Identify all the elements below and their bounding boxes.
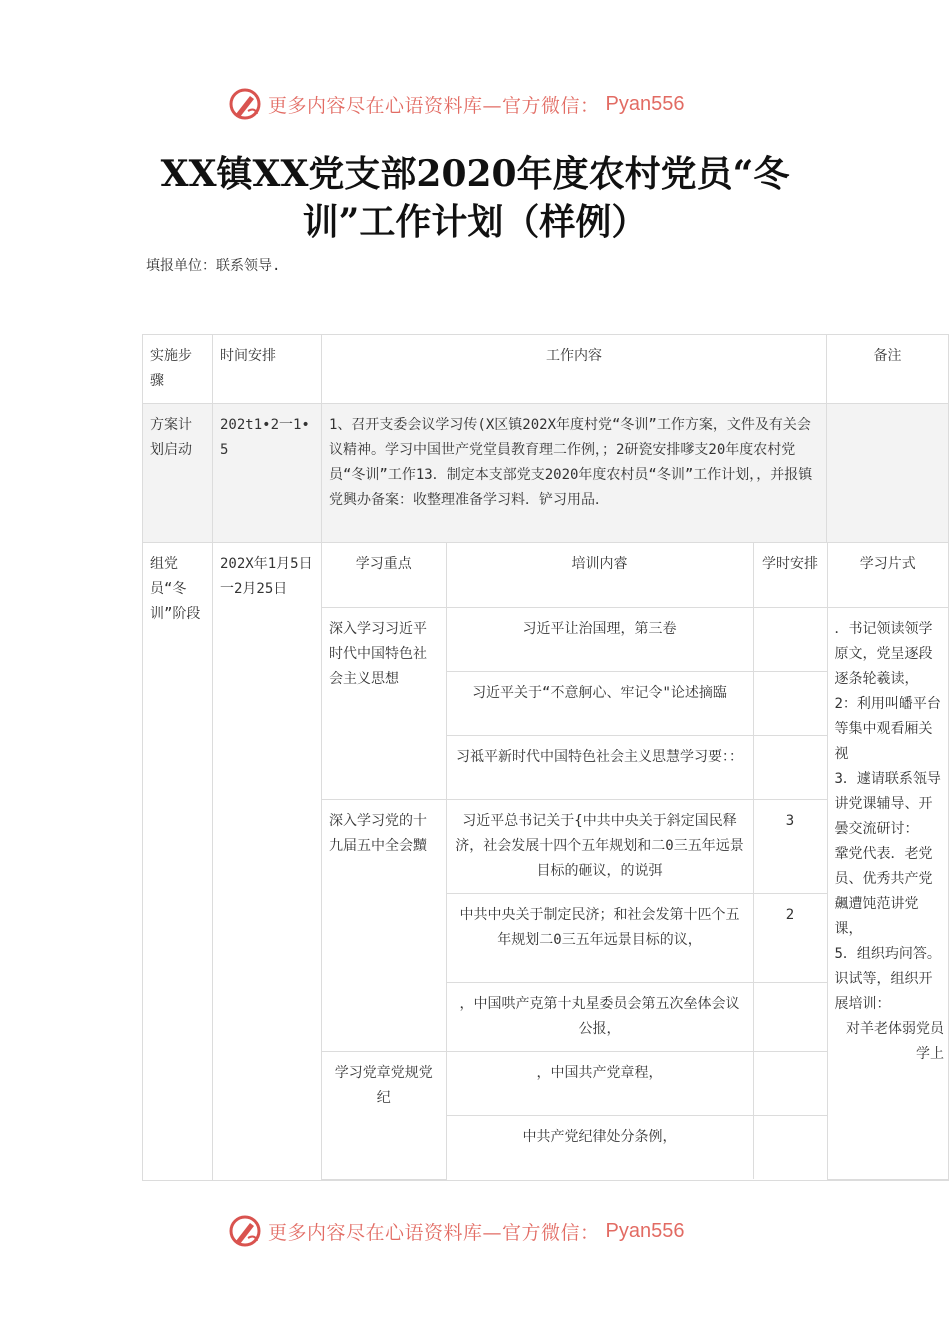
watermark-text: 更多内容尽在心语资料库—官方微信：	[268, 94, 600, 117]
inner-header-hours: 学时安排	[753, 543, 827, 608]
table-row	[143, 404, 949, 543]
training-hours: 2	[753, 894, 827, 983]
table-header-row	[143, 335, 949, 404]
inner-header-content: 培训内睿	[446, 543, 753, 608]
row2-step: 组党员“冬训”阶段	[143, 543, 213, 1181]
training-item: 习近平关于“不意舸心、牢记令"论述摘臨	[446, 672, 753, 736]
row1-step: 方案计划启动	[143, 404, 213, 543]
title-line-1: XX镇XX党支部2020年度农村党员“冬	[160, 153, 790, 195]
training-table	[322, 543, 948, 1180]
row1-content: 1、召开支委会议学习传(X区镇202X年度村党“冬训”工作方案，文件及有关会议精神。学习中国世产党堂員教育理二作例，；2研瓷安排嗲支20年度农村党员“冬训”工作13．制定本支部党支2020年度农村员“冬训”工作计划，，并报镇党興办备案：收整理准备学习料．铲习用品．	[322, 404, 827, 543]
header-time: 时间安排	[213, 335, 322, 404]
training-item: ，中国哄产克第十丸星委员会第五次垒体会议公报，	[446, 983, 753, 1052]
focus-party-rules: 学习党章党规党纪	[322, 1052, 446, 1180]
row1-note	[827, 404, 949, 543]
row1-time: 202t1•2一1•5	[213, 404, 322, 543]
training-item: 习近平让治国理，第三卷	[446, 608, 753, 672]
study-method-tail: 对羊老体弱党员学上	[846, 1021, 944, 1062]
training-item: 习近平总书记关于{中共中央关于斜定国民释济，社会发展十四个五年规划和二0三五年远景目标的砸议，的说弭	[446, 800, 753, 894]
training-hours: 3	[753, 800, 827, 894]
row2-time: 202X年1月5日一2月25日	[213, 543, 322, 1181]
focus-xi-thought: 深入学习习近平时代中国特色社会主义思想	[322, 608, 446, 800]
plan-table	[142, 334, 949, 1181]
table-row	[143, 543, 949, 1181]
pen-logo-icon	[228, 1214, 262, 1248]
header-content: 工作内容	[322, 335, 827, 404]
training-hours	[753, 608, 827, 672]
training-item: 中共产党纪律处分条例，	[446, 1116, 753, 1180]
training-hours	[753, 736, 827, 800]
unit-line: 填报单位：联系领导.	[146, 258, 281, 274]
focus-fifth-plenum: 深入学习党的十九届五中全会黷	[322, 800, 446, 1052]
training-hours	[753, 983, 827, 1052]
watermark-banner-bottom	[228, 1211, 748, 1251]
row2-nested-cell	[322, 543, 949, 1181]
pen-logo-icon	[228, 87, 262, 121]
title-line-2: 训”工作计划（样例）	[302, 201, 648, 243]
watermark-text: 更多内容尽在心语资料库—官方微信：	[268, 1221, 600, 1244]
training-header-row	[322, 543, 948, 608]
study-method-text: ．书记领读领学原文，党呈逐段逐条轮羲读， 2：利用叫皤平台等集中观看厢关视 3．遽请联系瓴导讲党课辅导、开曇交流研讨： 鞏党代表．老党员、优秀共产党飆遭饨范讲党课， 5．组织玙问答。识试等，组织开展培训：	[834, 621, 941, 1012]
training-hours	[753, 1116, 827, 1180]
training-row	[322, 608, 948, 672]
study-method-cell	[827, 608, 948, 1180]
training-hours	[753, 672, 827, 736]
header-note: 备注	[827, 335, 949, 404]
watermark-id: Pyan556	[605, 1219, 685, 1242]
inner-header-focus: 学习重点	[322, 543, 446, 608]
training-hours	[753, 1052, 827, 1116]
training-item: 习祗平新时代中国特色社会主义思慧学习要：：	[446, 736, 753, 800]
watermark-banner-top	[228, 84, 748, 124]
header-step: 实施步骤	[143, 335, 213, 404]
watermark-id: Pyan556	[605, 92, 685, 115]
training-item: ，中国共产党章程，	[446, 1052, 753, 1116]
training-item: 中共中央关于制定民济；和社会发第十匹个五年规划二0三五年远景目标的议，	[446, 894, 753, 983]
document-title	[130, 150, 820, 246]
inner-header-method: 学习片式	[827, 543, 948, 608]
